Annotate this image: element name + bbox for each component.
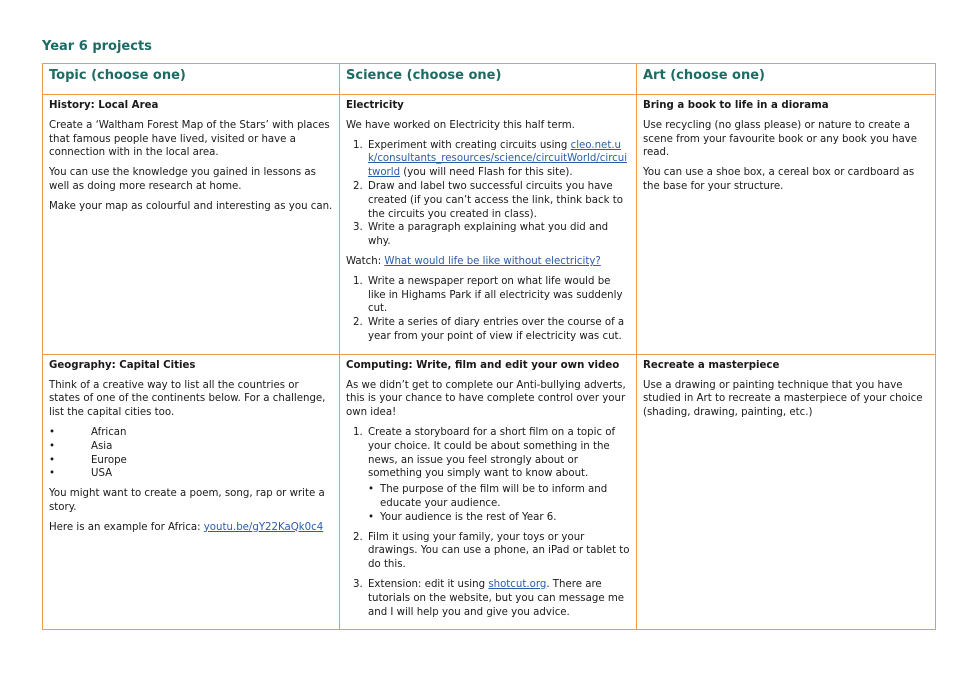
list-item: • Europe — [49, 454, 333, 468]
africa-video-link[interactable]: youtu.be/gY22KaQk0c4 — [203, 521, 324, 533]
page-title: Year 6 projects — [42, 39, 152, 54]
projects-table — [42, 63, 936, 630]
geography-cell — [43, 354, 340, 630]
diorama-cell — [637, 95, 936, 355]
header-art: Art (choose one) — [637, 64, 936, 95]
list-item: 1. Experiment with creating circuits using cleo.net.uk/consultants_resources/science/circuitWorld/circuitworld (you will need Flash for this site). — [366, 139, 630, 180]
shotcut-link[interactable]: shotcut.org — [488, 578, 547, 590]
masterpiece-text: Use a drawing or painting technique that you have studied in Art to recreate a masterpiece of your choice (shading, drawing, painting, etc.) — [643, 379, 923, 419]
history-text-1: Create a ‘Waltham Forest Map of the Stars’ with places that famous people have lived, visited or have a connection with in the local area. — [49, 119, 330, 159]
electricity-extra-list — [346, 275, 630, 344]
geography-heading: Geography: Capital Cities — [49, 359, 196, 371]
electricity-heading: Electricity — [346, 100, 404, 111]
list-item: • African — [49, 426, 333, 440]
geography-text-2: You might want to create a poem, song, rap or write a story. — [49, 488, 325, 513]
computing-heading: Computing: Write, film and edit your own video — [346, 359, 620, 371]
watch-line: Watch: What would life be like without electricity? — [346, 255, 601, 267]
list-item: 2. Film it using your family, your toys or your drawings. You can use a phone, an iPad or tablet to do this. — [366, 531, 630, 572]
list-item: • Your audience is the rest of Year 6. — [368, 511, 630, 525]
list-item: 3. Write a paragraph explaining what you did and why. — [366, 221, 630, 249]
list-item: 3. Extension: edit it using shotcut.org. There are tutorials on the website, but you can message me and I will help you and give you advice. — [366, 578, 630, 619]
computing-cell — [340, 354, 637, 630]
history-heading: History: Local Area — [49, 100, 159, 111]
electricity-cell — [340, 95, 637, 355]
computing-sub-list — [368, 483, 630, 524]
history-cell — [43, 95, 340, 355]
diorama-text-2: You can use a shoe box, a cereal box or cardboard as the base for your structure. — [643, 167, 915, 192]
circuitworld-link[interactable]: cleo.net.uk/consultants_resources/science/circuitWorld/circuitworld — [368, 139, 628, 179]
geography-text-1: Think of a creative way to list all the countries or states of one of the continents below. For a challenge, list the capital cities too. — [49, 379, 326, 419]
history-text-2: You can use the knowledge you gained in lessons as well as doing more research at home. — [49, 167, 316, 192]
computing-intro: As we didn’t get to complete our Anti-bullying adverts, this is your chance to have complete control over your own idea! — [346, 379, 626, 419]
masterpiece-cell — [637, 354, 936, 630]
list-item: • The purpose of the film will be to inform and educate your audience. — [368, 483, 630, 511]
geography-text-3: Here is an example for Africa: youtu.be/gY22KaQk0c4 — [49, 521, 324, 533]
list-item: 2. Draw and label two successful circuits you have created (if you can’t access the link, think back to the circuits you created in class). — [366, 180, 630, 221]
electricity-video-link[interactable]: What would life be like without electricity? — [384, 255, 601, 267]
list-item: • USA — [49, 467, 333, 481]
header-science: Science (choose one) — [340, 64, 637, 95]
computing-task-list — [346, 426, 630, 619]
list-item: 1. Write a newspaper report on what life would be like in Highams Park if all electricity was suddenly cut. — [366, 275, 630, 316]
list-item: 1. Create a storyboard for a short film on a topic of your choice. It could be about something in the news, an issue you feel strongly about or something you simply want to know about. • The purpose of the film will be to inform and educate your audience. • Your audience is the rest of Year 6. — [366, 426, 630, 525]
electricity-task-list — [346, 139, 630, 249]
masterpiece-heading: Recreate a masterpiece — [643, 359, 780, 371]
history-text-3: Make your map as colourful and interesting as you can. — [49, 200, 333, 212]
electricity-intro: We have worked on Electricity this half term. — [346, 119, 575, 131]
diorama-text-1: Use recycling (no glass please) or nature to create a scene from your favourite book or any book you have read. — [643, 119, 918, 159]
continent-list — [49, 426, 333, 481]
header-topic: Topic (choose one) — [43, 64, 340, 95]
list-item: • Asia — [49, 440, 333, 454]
diorama-heading: Bring a book to life in a diorama — [643, 100, 829, 111]
list-item: 2. Write a series of diary entries over the course of a year from your point of view if electricity was cut. — [366, 316, 630, 344]
